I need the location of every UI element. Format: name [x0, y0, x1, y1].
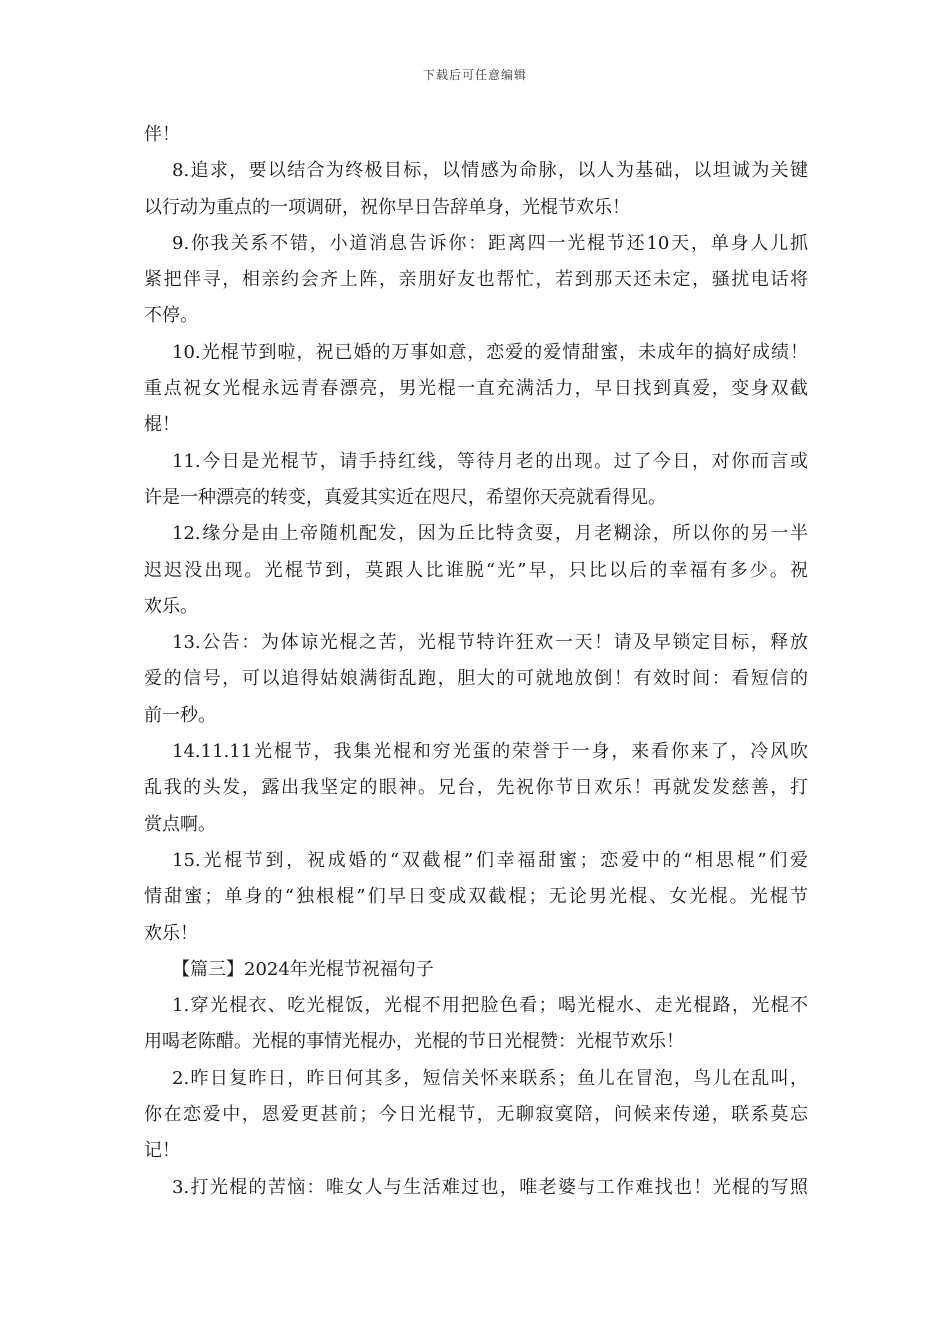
text-line: 【篇三】2024年光棍节祝福句子: [172, 958, 434, 980]
text-line: 15.光棍节到，祝成婚的“双截棍”们幸福甜蜜；恋爱中的“相思棍”们爱: [172, 849, 808, 871]
text-line: 赏点啊。: [144, 813, 216, 835]
text-line: 不停。: [144, 305, 198, 327]
text-line: 重点祝女光棍永远青春漂亮，男光棍一直充满活力，早日找到真爱，变身双截: [144, 378, 808, 400]
text-line: 用喝老陈醋。光棍的事情光棍办，光棍的节日光棍赞：光棍节欢乐！: [144, 1031, 684, 1053]
text-line: 3.打光棍的苦恼：唯女人与生活难过也，唯老婆与工作难找也！光棍的写照: [172, 1176, 808, 1198]
text-line: 你在恋爱中，恩爱更甚前；今日光棍节，无聊寂寞陪，问候来传递，联系莫忘: [144, 1104, 808, 1126]
text-line: 1.穿光棍衣、吃光棍饭，光棍不用把脸色看；喝光棍水、走光棍路，光棍不: [172, 995, 808, 1017]
text-line: 迟迟没出现。光棍节到，莫跟人比谁脱“光”早，只比以后的幸福有多少。祝: [144, 559, 808, 581]
text-line: 10.光棍节到啦，祝已婚的万事如意，恋爱的爱情甜蜜，未成年的搞好成绩！: [172, 341, 808, 363]
text-line: 紧把伴寻，相亲约会齐上阵，亲朋好友也帮忙，若到那天还未定，骚扰电话将: [144, 269, 808, 291]
text-line: 2.昨日复昨日，昨日何其多，短信关怀来联系；鱼儿在冒泡，鸟儿在乱叫，: [172, 1067, 808, 1089]
text-line: 前一秒。: [144, 704, 216, 726]
document-body: [144, 117, 808, 1206]
text-line: 爱的信号，可以追得姑娘满街乱跑，胆大的可就地放倒！有效时间：看短信的: [144, 668, 808, 690]
text-line: 欢乐。: [144, 595, 198, 617]
text-line: 11.今日是光棍节，请手持红线，等待月老的出现。过了今日，对你而言或: [172, 450, 808, 472]
text-line: 乱我的头发，露出我坚定的眼神。兄台，先祝你节日欢乐！再就发发慈善，打: [144, 777, 808, 799]
page-header: 下载后可任意编辑: [422, 68, 527, 82]
text-line: 棍！: [144, 414, 180, 436]
text-line: 12.缘分是由上帝随机配发，因为丘比特贪耍，月老糊涂，所以你的另一半: [172, 523, 808, 545]
text-line: 欢乐！: [144, 922, 198, 944]
text-line: 以行动为重点的一项调研，祝你早日告辞单身，光棍节欢乐！: [144, 196, 630, 218]
text-line: 13.公告：为体谅光棍之苦，光棍节特许狂欢一天！请及早锁定目标，释放: [172, 632, 808, 654]
text-line: 9.你我关系不错，小道消息告诉你：距离四一光棍节还10天，单身人儿抓: [172, 232, 808, 254]
text-line: 记！: [144, 1140, 180, 1162]
text-line: 伴！: [144, 124, 180, 145]
text-line: 情甜蜜；单身的“独根棍”们早日变成双截棍；无论男光棍、女光棍。光棍节: [144, 886, 808, 908]
text-line: 8.追求，要以结合为终极目标，以情感为命脉，以人为基础，以坦诚为关键: [172, 160, 808, 182]
text-line: 许是一种漂亮的转变，真爱其实近在咫尺，希望你天亮就看得见。: [144, 486, 666, 508]
text-line: 14.11.11光棍节，我集光棍和穷光蛋的荣誉于一身，来看你来了，冷风吹: [172, 741, 808, 763]
